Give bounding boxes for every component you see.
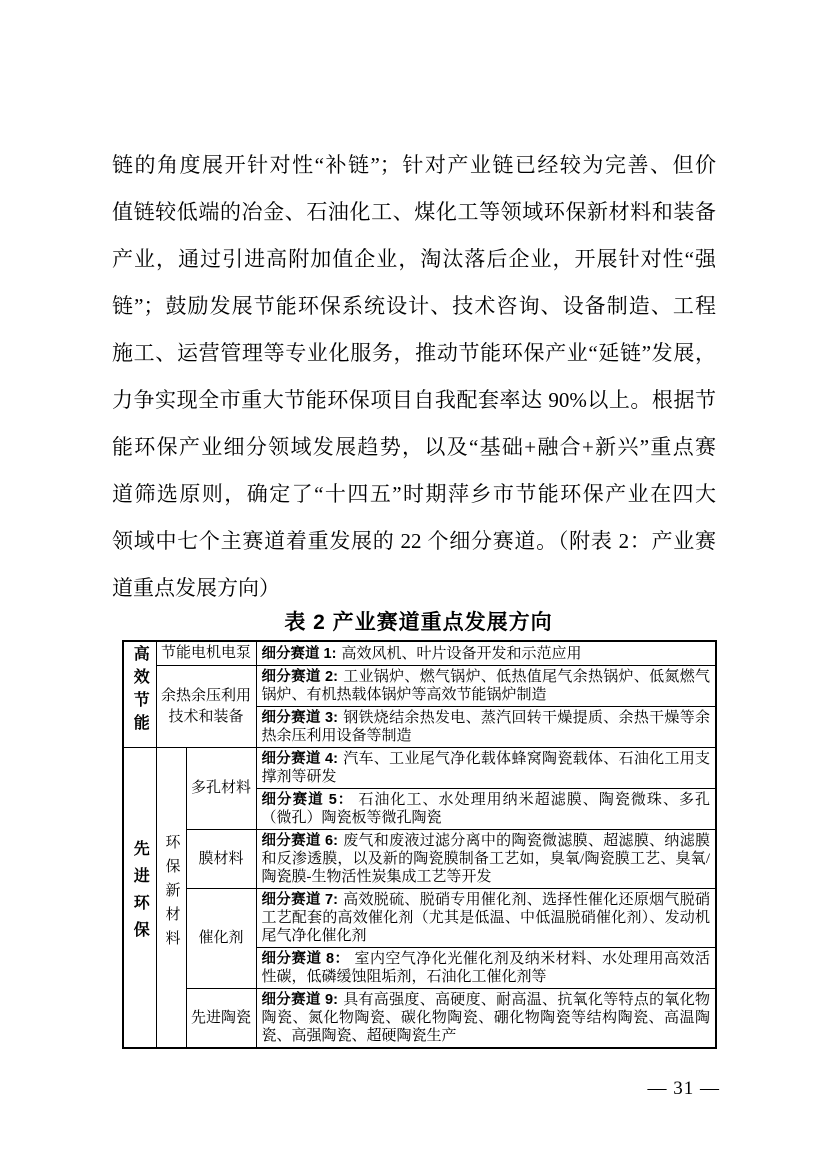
track-detail-7	[256, 889, 716, 948]
track-label: 细分赛道 7:	[261, 892, 338, 908]
track-text: 石油化工、水处理用纳米超滤膜、陶瓷微珠、多孔（微孔）陶瓷板等微孔陶瓷	[261, 792, 711, 826]
track-label: 细分赛道 2:	[261, 669, 338, 685]
track-text: 高效脱硫、脱硝专用催化剂、选择性催化还原烟气脱硝工艺配套的高效催化剂（尤其是低温、中低温脱硝催化剂）、发动机尾气净化催化剂	[261, 892, 711, 944]
category-label: 先进环保	[131, 840, 149, 948]
group-label: 环保新材料	[163, 834, 180, 954]
group-label: 余热余压利用技术和装备	[161, 687, 252, 725]
track-detail-5	[256, 789, 716, 830]
track-text: 室内空气净化光催化剂及纳米材料、水处理用高效活性碳，低磷缓蚀阻垢剂，石油化工催化剂等	[261, 951, 711, 985]
subgroup-cell-advanced-ceramics	[186, 989, 256, 1049]
track-label: 细分赛道 4:	[261, 751, 338, 767]
paragraph-line: 产业，通过引进高附加值企业，淘汰落后企业，开展针对性“强	[112, 247, 716, 271]
group-cell-motor-pump	[156, 641, 256, 666]
track-detail-4	[256, 748, 716, 789]
group-cell-new-materials	[156, 748, 186, 1049]
paragraph-line: 链”；鼓励发展节能环保系统设计、技术咨询、设备制造、工程	[112, 294, 716, 318]
group-label: 节能电机电泵	[161, 645, 252, 661]
paragraph-line: 道筛选原则，确定了“十四五”时期萍乡市节能环保产业在四大	[112, 482, 716, 506]
category-cell-advanced-environment	[123, 748, 156, 1049]
track-text: 废气和废液过滤分离中的陶瓷微滤膜、超滤膜、纳滤膜和反渗透膜，以及新的陶瓷膜制备工艺如，臭氧/陶瓷膜工艺、臭氧/陶瓷膜-生物活性炭集成工艺等开发	[261, 833, 711, 885]
table-row	[123, 748, 716, 789]
track-text: 工业锅炉、燃气锅炉、低热值尾气余热锅炉、低氮燃气锅炉、有机热载体锅炉等高效节能锅炉制造	[261, 669, 711, 703]
subgroup-label: 膜材料	[198, 850, 244, 867]
group-cell-waste-heat	[156, 666, 256, 748]
track-label: 细分赛道 9:	[261, 992, 338, 1008]
track-label: 细分赛道 1:	[261, 645, 337, 662]
paragraph-line: 力争实现全市重大节能环保项目自我配套率达 90%以上。根据节	[112, 388, 716, 412]
subgroup-cell-catalyst	[186, 889, 256, 989]
table-row	[123, 889, 716, 948]
category-label: 高效节能	[131, 645, 149, 737]
track-text: 汽车、工业尾气净化载体蜂窝陶瓷载体、石油化工用支撑剂等研发	[261, 751, 711, 785]
track-label: 细分赛道 8：	[261, 951, 350, 967]
paragraph-line: 道重点发展方向）	[112, 576, 280, 600]
subgroup-label: 多孔材料	[191, 780, 252, 796]
paragraph-line: 施工、运营管理等专业化服务，推动节能环保产业“延链”发展，	[112, 341, 716, 365]
subgroup-cell-membrane-materials	[186, 830, 256, 889]
subgroup-label: 催化剂	[198, 930, 244, 946]
track-label: 细分赛道 3:	[261, 710, 338, 726]
track-label: 细分赛道 6:	[261, 833, 338, 849]
track-detail-1	[256, 641, 716, 666]
table-row	[123, 989, 716, 1049]
paragraph-line: 链的角度展开针对性“补链”；针对产业链已经较为完善、但价	[112, 153, 716, 177]
track-text: 钢铁烧结余热发电、蒸汽回转干燥提质、余热干燥等余热余压利用设备等制造	[261, 710, 711, 744]
tracks-table	[122, 640, 717, 1049]
paragraph-line: 能环保产业细分领域发展趋势，以及“基础+融合+新兴”重点赛	[112, 435, 716, 459]
track-label: 细分赛道 5：	[261, 792, 354, 808]
track-detail-3	[256, 707, 716, 748]
track-detail-2	[256, 666, 716, 707]
page-number: — 31 —	[647, 1078, 720, 1099]
track-text: 具有高强度、高硬度、耐高温、抗氧化等特点的氧化物陶瓷、氮化物陶瓷、碳化物陶瓷、硼化物陶瓷等结构陶瓷、高温陶瓷、高强陶瓷、超硬陶瓷生产	[261, 992, 711, 1044]
track-detail-8	[256, 948, 716, 989]
subgroup-label: 先进陶瓷	[191, 1009, 252, 1026]
body-paragraph	[112, 142, 716, 612]
track-detail-6	[256, 830, 716, 889]
category-cell-energy-efficiency	[123, 641, 156, 748]
paragraph-line: 领域中七个主赛道着重发展的 22 个细分赛道。（附表 2：产业赛	[112, 529, 716, 553]
subgroup-cell-porous-materials	[186, 748, 256, 830]
paragraph-line: 值链较低端的冶金、石油化工、煤化工等领域环保新材料和装备	[112, 200, 716, 224]
track-text: 高效风机、叶片设备开发和示范应用	[341, 645, 582, 662]
table-row	[123, 641, 716, 666]
table-row	[123, 830, 716, 889]
track-detail-9	[256, 989, 716, 1049]
table-row	[123, 666, 716, 707]
table-title: 表 2 产业赛道重点发展方向	[284, 611, 553, 634]
